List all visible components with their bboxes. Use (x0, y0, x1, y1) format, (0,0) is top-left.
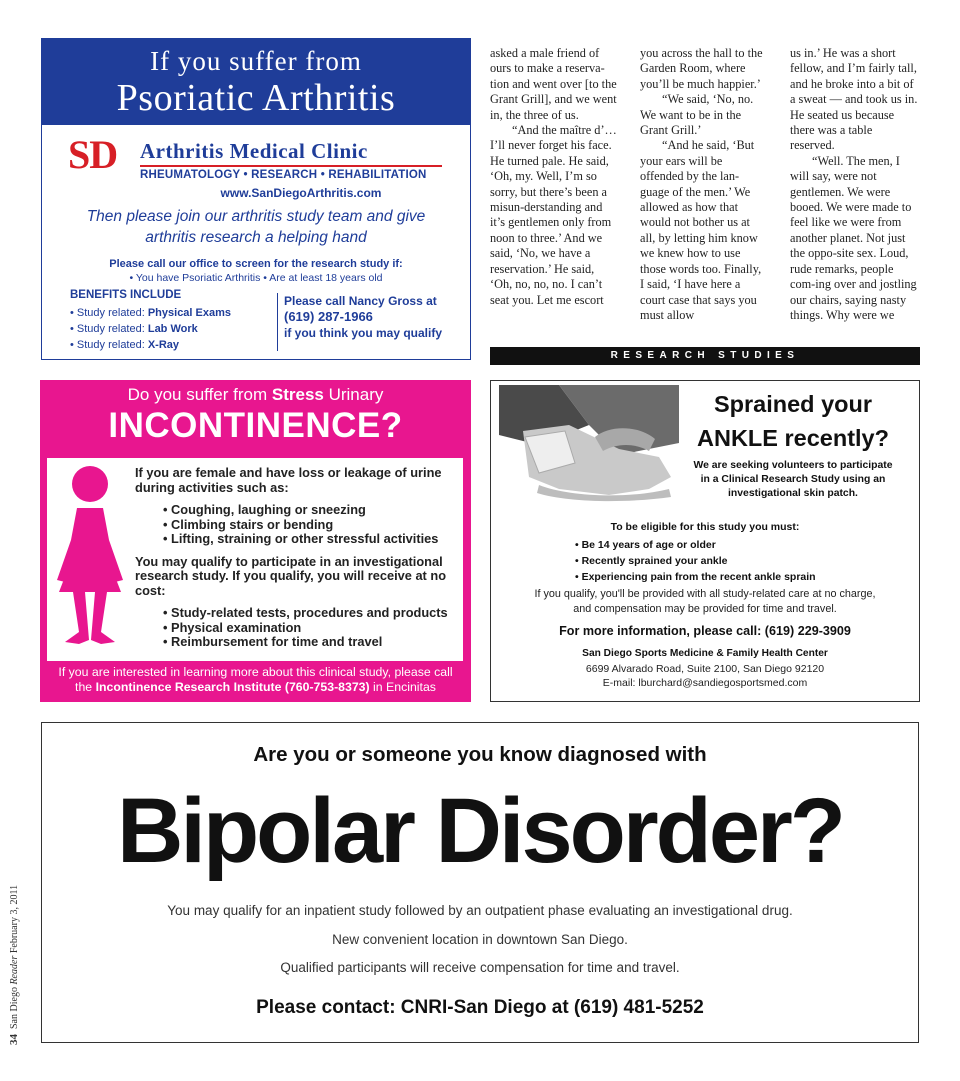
clinic-url[interactable]: www.SanDiegoArthritis.com (220, 186, 382, 200)
article-column-2 (640, 46, 768, 323)
contact-phone[interactable]: (619) 287-1966 (284, 309, 373, 324)
ankle-phone-contact[interactable]: For more information, please call: (619) 229-3909 (559, 624, 851, 638)
contact-line-1: Please call Nancy Gross at (284, 294, 437, 308)
contact-line-3: if you think you may qualify (284, 326, 443, 340)
join-text (42, 206, 470, 248)
bipolar-contact[interactable]: Please contact: CNRI-San Diego at (619) 481-5252 (256, 997, 704, 1018)
ankle-qualify-text (491, 587, 919, 617)
benefits-heading: BENEFITS INCLUDE (70, 289, 182, 301)
article-column-1 (490, 46, 618, 308)
benefit-item: • Study-related tests, procedures and products (163, 606, 461, 621)
bipolar-line-1: You may qualify for an inpatient study followed by an outpatient phase evaluating an investigational drug. (167, 903, 793, 918)
psoriatic-line2: Psoriatic Arthritis (116, 77, 396, 119)
bipolar-disorder-ad (41, 722, 919, 1043)
benefits-block (70, 289, 275, 353)
ankle-subheading (675, 459, 911, 501)
incontinence-body (47, 458, 463, 661)
call-office-text: Please call our office to screen for the research study if: (109, 258, 403, 270)
clinic-name: Arthritis Medical Clinic (140, 139, 442, 167)
ankle-sub-line: investigational skin patch. (728, 488, 858, 499)
incontinence-text (135, 466, 461, 658)
qualify-line: If you qualify, you'll be provided with all study-related care at no charge, (534, 588, 876, 600)
footer-line-2: the Incontinence Research Institute (760-753-8373) in Encinitas (75, 680, 436, 694)
eligibility-list (575, 537, 816, 585)
join-line-1: Then please join our arthritis study team and give (86, 208, 426, 225)
bipolar-headline: Bipolar Disorder? (116, 780, 843, 882)
institute-contact[interactable]: Incontinence Research Institute (760-753-8373) (95, 680, 370, 694)
psoriatic-contact (277, 293, 442, 351)
activity-list (163, 503, 461, 547)
psoriatic-banner (42, 39, 470, 125)
research-studies-bar: RESEARCH STUDIES (490, 347, 920, 365)
benefit-item: • Physical examination (163, 621, 461, 636)
activity-item: • Lifting, straining or other stressful activities (163, 532, 461, 547)
incontinence-line1: Do you suffer from Stress Urinary (127, 385, 384, 404)
join-line-2: arthritis research a helping hand (145, 229, 367, 246)
article-paragraph: you across the hall to the Garden Room, where you’ll be much happier.’ (640, 46, 763, 91)
article-paragraph: “And he said, ‘But your ears will be offended by the lan-guage of the men.’ We allowed as how that would not bother us at all, by letting him know we knew how to use those words too. Finally, I said, ‘I have here a court case that says you must allow (640, 138, 762, 322)
clinic-logo-block (42, 133, 470, 193)
footer-line-1: If you are interested in learning more about this clinical study, please call (58, 665, 453, 679)
sd-logo: SD (68, 132, 118, 177)
article-paragraph: “Well. The men, I will say, were not gentlemen. We were booed. We were made to feel like we were from another planet. Not just the oppo-site sex. Loud, rude remarks, people com-ing over and jostling our chairs, saying nasty things. Why were we (790, 153, 917, 322)
incontinence-footer (40, 665, 471, 695)
benefit-item: • Reimbursement for time and travel (163, 635, 461, 650)
benefit-item: • Study related: Lab Work (70, 323, 198, 335)
qualify-line: and compensation may be provided for time and travel. (573, 603, 837, 615)
incontinence-qualify: You may qualify to participate in an investigational research study. If you qualify, you will receive at no cost: (135, 553, 447, 598)
ankle-headline (679, 387, 907, 455)
incontinence-headline: INCONTINENCE? (108, 406, 403, 445)
psoriatic-line1: If you suffer from (150, 46, 362, 76)
incontinence-benefit-list (163, 606, 461, 650)
ankle-headline-1: Sprained your (713, 391, 872, 417)
bipolar-line-3: Qualified participants will receive compensation for time and travel. (280, 960, 680, 975)
article-paragraph: asked a male friend of ours to make a reserva-tion and went over [to the Grant Grill], and we went in, the three of us. (490, 46, 617, 122)
benefit-item: • Study related: X-Ray (70, 339, 180, 351)
requirements-text: • You have Psoriatic Arthritis • Are at least 18 years old (129, 272, 383, 284)
health-center-email[interactable]: E-mail: lburchard@sandiegosportsmed.com (602, 677, 808, 689)
article-text (490, 46, 920, 342)
criteria-item: • Be 14 years of age or older (575, 537, 816, 553)
eligibility-heading: To be eligible for this study you must: (610, 521, 800, 533)
bipolar-line-2: New convenient location in downtown San Diego. (332, 932, 628, 947)
article-paragraph: us in.’ He was a short fellow, and I’m fairly tall, and he broke into a bit of a sweat — and took us in. He seated us because there was a table reserved. (790, 46, 918, 153)
ankle-headline-2: ANKLE recently? (697, 425, 889, 451)
bipolar-question: Are you or someone you know diagnosed with (253, 743, 707, 766)
publication-date: February 3, 2011 (9, 884, 20, 954)
woman-figure-icon (55, 464, 125, 654)
incontinence-intro: If you are female and have loss or leakage of urine during activities such as: (135, 465, 442, 495)
page-number: 34 (8, 1034, 20, 1045)
publication-name: San Diego (9, 984, 20, 1029)
ankle-sub-line: in a Clinical Research Study using an (700, 474, 886, 485)
ankle-sprain-ad (490, 380, 920, 702)
incontinence-ad (40, 380, 471, 702)
clinic-subtitle: RHEUMATOLOGY • RESEARCH • REHABILITATION (140, 169, 427, 181)
criteria-item: • Experiencing pain from the recent ankle sprain (575, 569, 816, 585)
ankle-bandage-photo (499, 385, 679, 503)
psoriatic-arthritis-ad (41, 38, 471, 360)
activity-item: • Climbing stairs or bending (163, 518, 461, 533)
article-column-3 (790, 46, 918, 323)
article-paragraph: “We said, ‘No, no. We want to be in the Grant Grill.’ (640, 92, 754, 138)
benefit-item: • Study related: Physical Exams (70, 307, 232, 319)
criteria-item: • Recently sprained your ankle (575, 553, 816, 569)
ankle-sub-line: We are seeking volunteers to participate (693, 460, 893, 471)
activity-item: • Coughing, laughing or sneezing (163, 503, 461, 518)
health-center-address: 6699 Alvarado Road, Suite 2100, San Diego 92120 (585, 663, 825, 675)
health-center-name: San Diego Sports Medicine & Family Health Center (582, 648, 828, 659)
article-paragraph: “And the maître d’…I’ll never forget his face. He turned pale. He said, ‘Oh, my. Well, I’m so sorry, but there’s been a misun-derstanding and it’s gentlemen only from noon to three.’ And we said, ‘No, we have a reservation.’ He said, ‘Oh, no, no, no. I can’t seat you. Let me escort (490, 123, 617, 307)
page-folio (8, 875, 20, 1045)
publication-name-italic: Reader (9, 955, 20, 985)
